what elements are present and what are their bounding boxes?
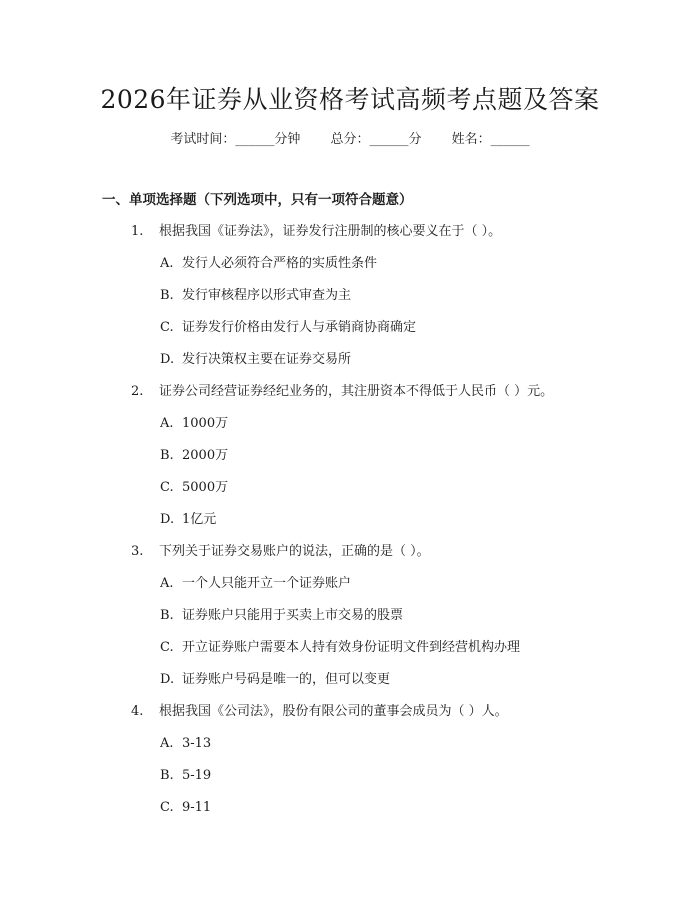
name-field: 姓名：______ <box>451 132 530 147</box>
option-letter: B. <box>160 448 174 463</box>
option-text: 证券账户只能用于买卖上市交易的股票 <box>182 608 404 623</box>
question-number: 2. <box>131 384 144 399</box>
option-letter: A. <box>160 736 174 751</box>
question-3-option-d <box>160 670 390 690</box>
option-letter: C. <box>160 640 174 655</box>
question-2-option-d <box>160 510 216 530</box>
option-letter: C. <box>160 480 174 495</box>
option-letter: B. <box>160 608 174 623</box>
option-letter: B. <box>160 288 174 303</box>
option-letter: D. <box>160 352 175 367</box>
question-3-option-b <box>160 606 403 626</box>
question-1-option-a <box>160 254 377 274</box>
page-title: 2026年证券从业资格考试高频考点题及答案 <box>100 85 600 114</box>
question-1-option-c <box>160 318 416 338</box>
option-letter: A. <box>160 576 174 591</box>
option-letter: A. <box>160 416 174 431</box>
option-text: 9-11 <box>182 800 212 815</box>
exam-time-field: 考试时间：______分钟 <box>170 132 301 147</box>
question-4 <box>131 702 508 722</box>
option-text: 1000万 <box>182 416 229 431</box>
question-3 <box>131 542 430 562</box>
question-text: 下列关于证券交易账户的说法，正确的是（ ）。 <box>159 544 430 559</box>
question-1-option-b <box>160 286 351 306</box>
question-number: 3. <box>131 544 144 559</box>
question-text: 根据我国《公司法》，股份有限公司的董事会成员为（ ）人。 <box>159 704 508 719</box>
option-letter: C. <box>160 320 174 335</box>
option-text: 1亿元 <box>182 512 217 527</box>
exam-info-line <box>0 130 700 150</box>
question-4-option-a <box>160 734 211 754</box>
option-text: 发行决策权主要在证券交易所 <box>182 352 352 367</box>
question-1 <box>131 222 501 242</box>
option-letter: D. <box>160 672 175 687</box>
total-score-field: 总分：______分 <box>330 132 422 147</box>
question-text: 根据我国《证券法》，证券发行注册制的核心要义在于（ ）。 <box>159 224 502 239</box>
question-2-option-c <box>160 478 228 498</box>
question-2 <box>131 382 553 402</box>
question-number: 1. <box>131 224 144 239</box>
option-text: 一个人只能开立一个证券账户 <box>182 576 352 591</box>
question-3-option-a <box>160 574 351 594</box>
question-number: 4. <box>131 704 144 719</box>
question-2-option-a <box>160 414 228 434</box>
option-text: 5000万 <box>182 480 229 495</box>
option-text: 5-19 <box>182 768 212 783</box>
option-letter: B. <box>160 768 174 783</box>
option-letter: D. <box>160 512 175 527</box>
option-text: 开立证券账户需要本人持有效身份证明文件到经营机构办理 <box>182 640 521 655</box>
option-letter: C. <box>160 800 174 815</box>
option-text: 发行人必须符合严格的实质性条件 <box>182 256 378 271</box>
question-2-option-b <box>160 446 228 466</box>
option-text: 证券发行价格由发行人与承销商协商确定 <box>182 320 417 335</box>
option-text: 发行审核程序以形式审查为主 <box>182 288 352 303</box>
question-text: 证券公司经营证券经纪业务的，其注册资本不得低于人民币（ ）元。 <box>159 384 554 399</box>
option-text: 2000万 <box>182 448 229 463</box>
option-text: 证券账户号码是唯一的，但可以变更 <box>182 672 391 687</box>
question-4-option-c <box>160 798 211 818</box>
section-title: 一、单项选择题（下列选项中，只有一项符合题意） <box>102 192 413 208</box>
question-4-option-b <box>160 766 211 786</box>
option-letter: A. <box>160 256 174 271</box>
question-3-option-c <box>160 638 520 658</box>
option-text: 3-13 <box>182 736 212 751</box>
question-1-option-d <box>160 350 351 370</box>
